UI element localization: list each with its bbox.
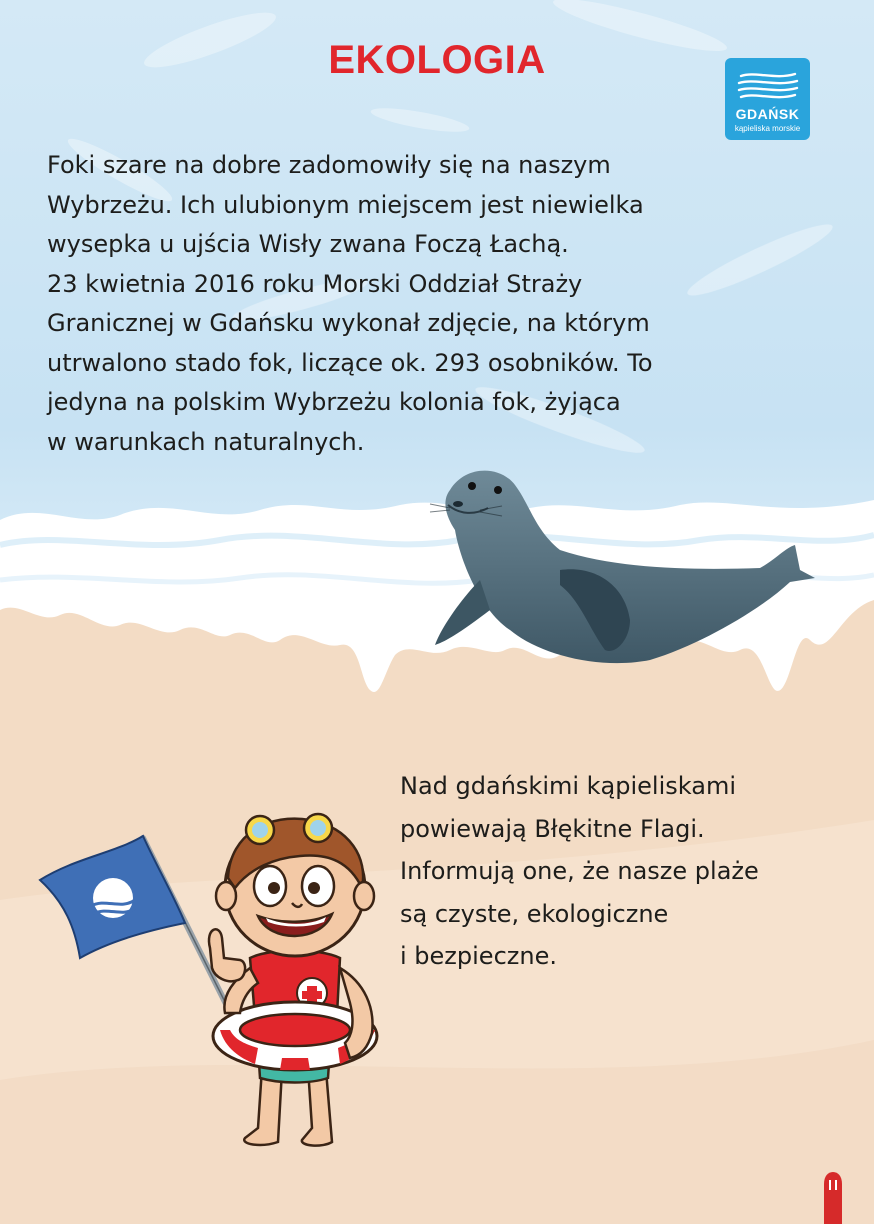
text-line: w warunkach naturalnych. [47, 427, 365, 456]
text-line: Granicznej w Gdańsku wykonał zdjęcie, na którym [47, 309, 650, 337]
intro-paragraph [47, 146, 653, 462]
text-line: Informują one, że nasze plaże [400, 857, 759, 885]
text-line: powiewają Błękitne Flagi. [400, 814, 705, 843]
lifeguard-boy-illustration [200, 808, 400, 1158]
page-marker-icon [822, 1172, 844, 1224]
text-line: utrwalono stado fok, liczące ok. 293 osobników. To [47, 348, 653, 377]
text-line: 23 kwietnia 2016 roku Morski Oddział Straży [47, 269, 583, 298]
text-line: jedyna na polskim Wybrzeżu kolonia fok, żyjąca [47, 388, 621, 416]
text-line: są czyste, ekologiczne [400, 899, 669, 928]
logo-city: GDAŃSK [735, 106, 800, 122]
waves-icon [735, 68, 800, 106]
gdansk-logo [725, 58, 810, 140]
text-line: wysepka u ujścia Wisły zwana Foczą Łachą. [47, 230, 569, 258]
page-title: EKOLOGIA [328, 38, 546, 82]
blue-flag-paragraph [400, 765, 759, 978]
text-line: Foki szare na dobre zadomowiły się na naszym [47, 151, 611, 179]
logo-subtitle: kąpieliska morskie [734, 124, 801, 133]
text-line: Wybrzeżu. Ich ulubionym miejscem jest niewielka [47, 190, 644, 219]
text-line: Nad gdańskimi kąpieliskami [400, 772, 736, 800]
text-line: i bezpieczne. [400, 942, 557, 970]
seal-illustration [420, 460, 820, 670]
